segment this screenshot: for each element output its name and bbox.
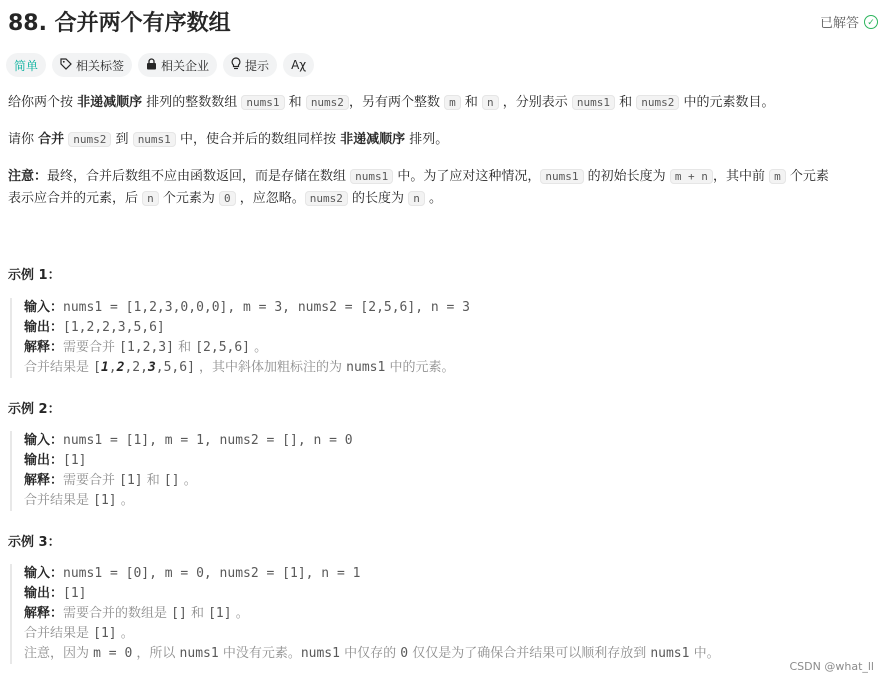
text: 和: [142, 473, 164, 488]
problem-title: 88. 合并两个有序数组: [8, 11, 231, 36]
text: 和: [186, 606, 209, 621]
output-label: 输出：: [24, 320, 64, 335]
example-3-note-line: [24, 644, 720, 664]
related-tags-button[interactable]: [52, 53, 132, 77]
difficulty-label: 简单: [14, 58, 39, 73]
inline-code: m: [769, 169, 786, 184]
text: 中的元素数目。: [679, 95, 775, 110]
text: 需要合并: [63, 473, 120, 488]
code-value: [1]: [119, 473, 143, 488]
text: 和: [173, 340, 196, 355]
translate-icon: Aχ: [291, 58, 307, 72]
code-value: nums1: [179, 646, 219, 661]
inline-code: nums2: [306, 95, 349, 110]
example-2-explain-line: [24, 471, 353, 491]
inline-code: nums1: [241, 95, 284, 110]
code-value: [1]: [93, 493, 117, 508]
code-value: m = 0: [93, 646, 133, 661]
example-1-block: [10, 298, 470, 378]
text: 。: [424, 191, 442, 206]
text: 表示应合并的元素，后: [8, 191, 143, 206]
code-value: 0: [400, 646, 409, 661]
related-companies-button[interactable]: [138, 53, 217, 77]
code-value: [1]: [208, 606, 232, 621]
code-value: nums1: [650, 646, 690, 661]
code-value: ,5,6]: [155, 360, 195, 375]
text: 。: [179, 473, 197, 488]
inline-code: n: [142, 191, 159, 206]
example-3-block: [10, 564, 720, 664]
example-3-input-line: [24, 564, 720, 584]
text: 中，使合并后的数组同样按: [175, 132, 341, 147]
lightbulb-icon: [231, 57, 241, 73]
text: 中。为了应对这种情况，: [393, 169, 541, 184]
code-value: []: [163, 473, 180, 488]
code-emphasis: 2: [116, 360, 125, 375]
text: 个元素: [785, 169, 829, 184]
example-1-title: 示例 1：: [8, 268, 61, 283]
check-circle-icon: ✓: [864, 15, 878, 29]
solved-status: [820, 12, 878, 31]
text: ，其中斜体加粗标注的为: [194, 360, 347, 375]
example-2-result-line: [24, 491, 353, 511]
code-value: [1]: [93, 626, 117, 641]
example-3-explain-line: [24, 604, 720, 624]
example-3-output-line: [24, 584, 720, 604]
text: 和: [614, 95, 637, 110]
text: ，分别表示: [498, 95, 572, 110]
input-label: 输入：: [24, 300, 64, 315]
example-2-output: [1]: [63, 453, 87, 468]
text: 和: [460, 95, 482, 110]
text: 注意，因为: [24, 646, 94, 661]
example-2-input-line: [24, 431, 353, 451]
text: 到: [111, 132, 133, 147]
text: 合并结果是: [24, 626, 94, 641]
inline-code: nums2: [305, 191, 348, 206]
code-value: [2,5,6]: [195, 340, 251, 355]
watermark: CSDN @what_ll: [789, 660, 874, 673]
description-paragraph-1: [8, 92, 775, 114]
example-1-input: nums1 = [1,2,3,0,0,0], m = 3, nums2 = [2,5,6], n = 3: [63, 300, 471, 315]
code-value: ,: [108, 360, 117, 375]
bold-text: 合并: [38, 132, 65, 147]
difficulty-badge[interactable]: [6, 53, 46, 77]
inline-code: m + n: [670, 169, 713, 184]
text: 中仅存的: [339, 646, 401, 661]
text: 的长度为: [347, 191, 409, 206]
related-tags-label: 相关标签: [76, 58, 125, 73]
inline-code: nums2: [636, 95, 679, 110]
lock-icon: [146, 58, 157, 73]
text: 。: [116, 493, 134, 508]
inline-code: 0: [219, 191, 236, 206]
input-label: 输入：: [24, 566, 64, 581]
text: 中没有元素。: [218, 646, 301, 661]
text: 中的元素。: [385, 360, 455, 375]
font-size-button[interactable]: [283, 53, 314, 77]
hints-label: 提示: [245, 58, 270, 73]
text: 请你: [8, 132, 39, 147]
output-label: 输出：: [24, 453, 64, 468]
inline-code: nums1: [540, 169, 583, 184]
example-3-input: nums1 = [0], m = 0, nums2 = [1], n = 1: [63, 566, 361, 581]
bold-text: 非递减顺序: [77, 95, 143, 110]
text: 排列。: [405, 132, 449, 147]
output-label: 输出：: [24, 586, 64, 601]
example-2-title: 示例 2：: [8, 402, 61, 417]
text: 需要合并的数组是: [63, 606, 172, 621]
related-companies-label: 相关企业: [161, 58, 210, 73]
text: 需要合并: [63, 340, 120, 355]
text: 和: [284, 95, 306, 110]
inline-code: nums1: [133, 132, 176, 147]
description-paragraph-2: [8, 129, 448, 151]
inline-code: nums1: [572, 95, 615, 110]
text: 合并结果是: [24, 493, 94, 508]
example-1-output: [1,2,2,3,5,6]: [63, 320, 165, 335]
explain-label: 解释：: [24, 340, 64, 355]
text: 。: [231, 606, 249, 621]
text: 合并结果是: [24, 360, 94, 375]
code-value: []: [171, 606, 187, 621]
text: ，其中前: [712, 169, 770, 184]
example-3-result-line: [24, 624, 720, 644]
example-1-output-line: [24, 318, 470, 338]
text: ，所以: [132, 646, 180, 661]
example-2-block: [10, 431, 353, 511]
text: 仅仅是为了确保合并结果可以顺利存放到: [408, 646, 651, 661]
inline-code: nums1: [350, 169, 393, 184]
text: 。: [250, 340, 268, 355]
text: 的初始长度为: [583, 169, 670, 184]
code-emphasis: 1: [100, 360, 109, 375]
code-emphasis: 3: [147, 360, 156, 375]
text: 排列的整数数组: [142, 95, 242, 110]
explain-label: 解释：: [24, 473, 64, 488]
inline-code: m: [444, 95, 461, 110]
example-3-output: [1]: [63, 586, 87, 601]
text: 。: [116, 626, 134, 641]
example-1-input-line: [24, 298, 470, 318]
example-1-explain-line: [24, 338, 470, 358]
example-2-output-line: [24, 451, 353, 471]
bold-text: 非递减顺序: [340, 132, 406, 147]
example-1-result-line: [24, 358, 470, 378]
tag-icon: [60, 58, 72, 73]
explain-label: 解释：: [24, 606, 64, 621]
code-value: ,2,: [124, 360, 148, 375]
inline-code: n: [408, 191, 425, 206]
description-note: [8, 166, 880, 210]
text: 最终，合并后数组不应由函数返回，而是存储在数组: [47, 169, 351, 184]
inline-code: n: [482, 95, 499, 110]
code-value: [: [93, 360, 101, 375]
hints-button[interactable]: [223, 53, 277, 77]
input-label: 输入：: [24, 433, 64, 448]
text: ，应忽略。: [235, 191, 305, 206]
solved-label: 已解答: [819, 16, 859, 31]
code-value: [1,2,3]: [119, 340, 174, 355]
text: ，另有两个整数: [348, 95, 445, 110]
example-3-title: 示例 3：: [8, 535, 61, 550]
tag-bar: [6, 53, 314, 77]
example-2-input: nums1 = [1], m = 1, nums2 = [], n = 0: [63, 433, 353, 448]
bold-text: 注意：: [8, 169, 48, 184]
inline-code: nums2: [68, 132, 111, 147]
code-value: nums1: [346, 360, 386, 375]
text: 给你两个按: [8, 95, 78, 110]
text: 个元素为: [158, 191, 220, 206]
code-value: nums1: [300, 646, 340, 661]
text: 中。: [689, 646, 720, 661]
